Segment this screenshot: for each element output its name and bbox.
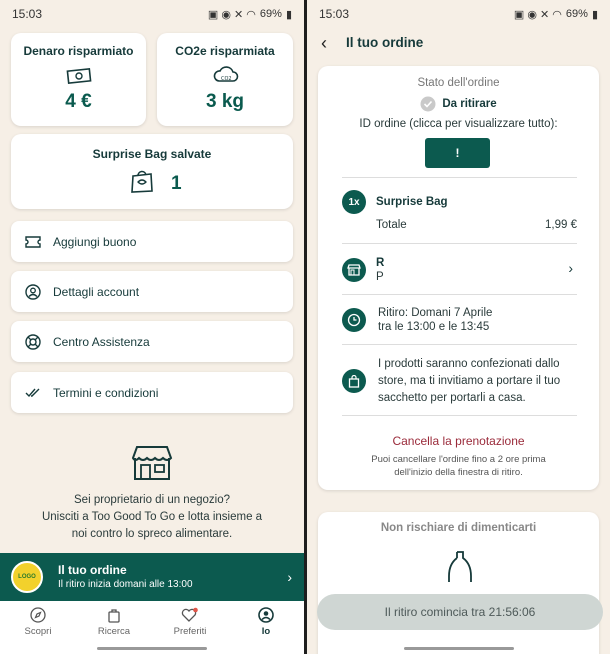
menu-label: Centro Assistenza [53, 334, 150, 349]
battery-icon: ▮ [591, 8, 598, 21]
compass-icon [30, 607, 46, 623]
item-name: Surprise Bag [376, 196, 448, 208]
chevron-right-icon: › [568, 260, 573, 276]
store-owner-promo [0, 492, 304, 543]
pickup-countdown-button[interactable]: Il ritiro comincia tra 21:56:06 [317, 594, 603, 630]
status-time: 15:03 [319, 7, 350, 21]
back-arrow-icon[interactable]: ‹ [321, 33, 327, 53]
profile-icon [258, 607, 274, 623]
total-label: Totale [376, 219, 407, 231]
cancel-note-line: Puoi cancellare l'ordine fino a 2 ore prima [371, 454, 546, 465]
status-bar [307, 0, 610, 28]
bags-saved-card [11, 134, 293, 209]
bag-notice [378, 356, 560, 407]
notification-icons: ▣ ◉ ✕ ◠ [207, 8, 256, 21]
money-saved-title: Denaro risparmiato [23, 44, 134, 58]
banner-title: Il tuo ordine [58, 563, 127, 577]
status-time: 15:03 [12, 7, 43, 21]
bag-notice-line: store, ma ti invitiamo a portare il tuo [378, 375, 561, 387]
reminder-title: Non rischiare di dimenticarti [380, 522, 537, 534]
svg-text:CO2: CO2 [221, 76, 232, 82]
money-saved-value: 4 € [65, 91, 92, 112]
bag-notice-line: sacchetto per portarli a casa. [378, 392, 526, 404]
tab-label: Scopri [24, 626, 52, 637]
bag-notice-line: I prodotti saranno confezionati dallo [378, 358, 560, 370]
surprise-bag-icon [129, 168, 155, 194]
divider [342, 294, 577, 295]
shopping-bag-icon [106, 607, 122, 623]
menu-label: Aggiungi buono [53, 234, 137, 249]
order-id-label: ID ordine (clicca per visualizzare tutto): [359, 118, 558, 130]
divider [342, 177, 577, 178]
ticket-icon [25, 234, 41, 250]
cloud-co2-icon [212, 65, 240, 85]
battery-icon: ▮ [285, 8, 292, 21]
clock-icon [342, 308, 366, 332]
order-id-button[interactable]: ! [425, 138, 490, 168]
status-bar [0, 0, 304, 28]
check-circle-icon [420, 96, 436, 112]
promo-line: noi contro lo spreco alimentare. [71, 528, 233, 540]
store-logo: LOGO [11, 561, 43, 593]
tab-label: Preferiti [173, 626, 207, 637]
store-name: R [376, 257, 385, 269]
notification-icons: ▣ ◉ ✕ ◠ [513, 8, 562, 21]
promo-line: Sei proprietario di un negozio? [74, 494, 230, 506]
tab-label: Ricerca [97, 626, 131, 637]
tab-discover[interactable] [0, 601, 76, 654]
banner-subtitle: Il ritiro inizia domani alle 13:00 [58, 579, 193, 590]
chevron-right-icon: › [287, 569, 292, 585]
menu-account-details[interactable] [11, 271, 293, 312]
banknote-icon [66, 67, 92, 85]
status-icons [514, 8, 598, 21]
order-card [318, 66, 599, 490]
profile-screen [0, 0, 304, 654]
menu-terms[interactable] [11, 372, 293, 413]
menu-label: Termini e condizioni [53, 385, 159, 400]
status-value: Da ritirare [442, 98, 497, 110]
status-heading: Stato dell'ordine [417, 77, 500, 89]
store-icon [342, 258, 366, 282]
order-banner[interactable] [0, 553, 304, 601]
tab-label: Io [261, 626, 271, 637]
reminder-card [318, 512, 599, 654]
total-value: 1,99 € [545, 219, 577, 231]
divider [342, 415, 577, 416]
gesture-handle [404, 647, 514, 650]
bags-saved-title: Surprise Bag salvate [92, 147, 212, 161]
quantity-badge: 1x [342, 190, 366, 214]
order-screen [307, 0, 610, 654]
lifebuoy-icon [25, 334, 41, 350]
bag-icon [342, 369, 366, 393]
status-icons [208, 8, 292, 21]
page-title: Il tuo ordine [346, 35, 424, 50]
cancel-note [318, 453, 599, 479]
bags-saved-value: 1 [171, 173, 182, 194]
cancel-note-line: dell'inizio della finestra di ritiro. [394, 467, 523, 478]
menu-help-center[interactable] [11, 321, 293, 362]
pickup-line: Ritiro: Domani 7 Aprile [378, 307, 493, 319]
store-icon [131, 444, 173, 482]
store-row[interactable] [376, 256, 577, 284]
co2-saved-value: 3 kg [205, 91, 245, 112]
menu-add-voucher[interactable] [11, 221, 293, 262]
divider [342, 243, 577, 244]
bottle-icon [445, 550, 475, 582]
header [307, 30, 610, 56]
tab-me[interactable] [228, 601, 304, 654]
co2-saved-title: CO2e risparmiata [175, 44, 275, 58]
co2-saved-card [157, 33, 293, 126]
promo-line: Unisciti a Too Good To Go e lotta insieme a [41, 511, 263, 523]
menu-label: Dettagli account [53, 284, 140, 299]
divider [342, 344, 577, 345]
cancel-booking-button[interactable]: Cancella la prenotazione [392, 434, 525, 448]
pickup-line: tra le 13:00 e le 13:45 [378, 321, 490, 333]
heart-icon [181, 607, 199, 623]
gesture-handle [97, 647, 207, 650]
order-status [318, 96, 599, 112]
user-circle-icon [25, 284, 41, 300]
battery-level: 69% [259, 8, 282, 20]
money-saved-card [11, 33, 146, 126]
battery-level: 69% [565, 8, 588, 20]
store-address: P [376, 271, 384, 283]
double-check-icon [25, 385, 41, 401]
